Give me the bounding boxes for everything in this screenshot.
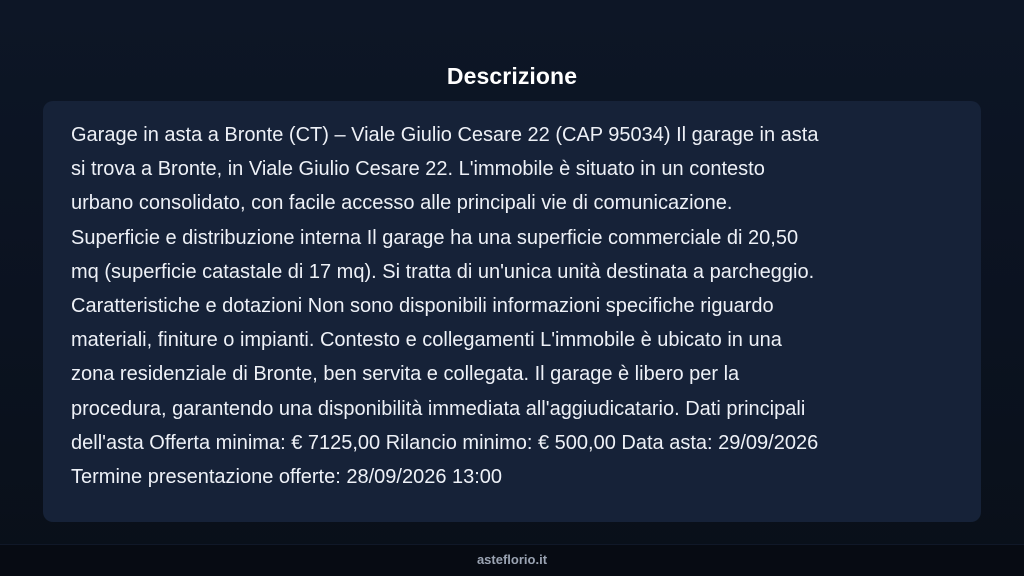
- description-text: Garage in asta a Bronte (CT) – Viale Giulio Cesare 22 (CAP 95034) Il garage in asta si trova a Bronte, in Viale Giulio Cesare 22. L'immobile è situato in un contesto urbano consolidato, con facile accesso alle principali vie di comunicazione. Superficie e distribuzione interna Il garage ha una superficie commerciale di 20,50 mq (superficie catastale di 17 mq). Si tratta di un'unica unità destinata a parcheggio. Caratteristiche e dotazioni Non sono disponibili informazioni specifiche riguardo materiali, finiture o impianti. Contesto e collegamenti L'immobile è ubicato in una zona residenziale di Bronte, ben servita e collegata. Il garage è libero per la procedura, garantendo una disponibilità immediata all'aggiudicatario. Dati principali dell'asta Offerta minima: € 7125,00 Rilancio minimo: € 500,00 Data asta: 29/09/2026 Termine presentazione offerte: 28/09/2026 13:00: [71, 124, 819, 489]
- description-card: [43, 101, 981, 522]
- footer-site-name: asteflorio.it: [476, 552, 548, 567]
- footer: [0, 544, 1024, 576]
- section-title: Descrizione: [446, 63, 578, 90]
